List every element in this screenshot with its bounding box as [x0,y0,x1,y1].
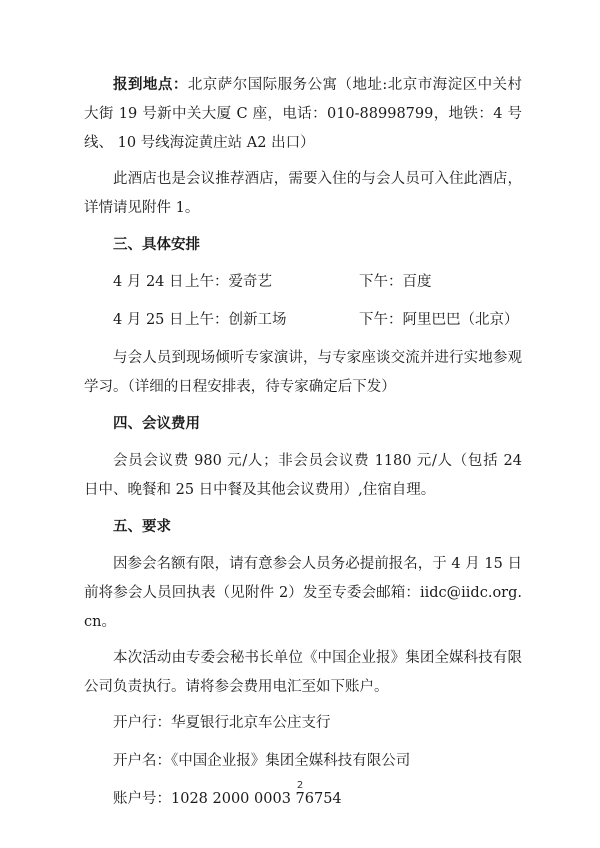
section5-heading: 五、要求 [113,518,171,535]
account-number-line: 账户号：1028 2000 0003 76754 [113,791,342,807]
schedule-date: 4 月 24 日 [113,274,184,290]
page-number: 2 [296,780,304,791]
registration-paragraph: 因参会名额有限，请有意参会人员务必提前报名，于 4 月 15 日前将参会人员回执表（见附件 2）发至专委会邮箱：iidc@iidc.org.cn。 [84,556,522,630]
document-body [84,70,522,823]
schedule-row-1 [84,268,522,297]
venue-text: 北京萨尔国际服务公寓（地址:北京市海淀区中关村大街 19 号新中关大厦 C 座，电话：010-88998799，地铁：4 号线、 10 号线海淀黄庄站 A2 出口） [84,77,523,151]
schedule-row-2 [84,306,522,335]
schedule-afternoon: 下午：百度 [359,274,432,290]
venue-paragraph [84,70,522,158]
section4-heading: 四、会议费用 [113,415,200,432]
schedule-morning: 上午：爱奇艺 [185,274,272,290]
bank-line: 开户行：华夏银行北京车公庄支行 [113,715,331,731]
schedule-note: 与会人员到现场倾听专家演讲，与专家座谈交流并进行实地参观学习。（详细的日程安排表，待专家确定后下发） [84,350,522,395]
fee-paragraph: 会员会议费 980 元/人；非会员会议费 1180 元/人（包括 24 日中、晚餐和 25 日中餐及其他会议费用）,住宿自理。 [84,453,522,498]
account-name-line: 开户名：《中国企业报》集团全媒科技有限公司 [113,753,411,769]
schedule-morning: 上午：创新工场 [185,312,287,328]
schedule-afternoon: 下午：阿里巴巴（北京） [359,312,519,328]
execution-paragraph: 本次活动由专委会秘书长单位《中国企业报》集团全媒科技有限公司负责执行。请将参会费用电汇至如下账户。 [84,650,522,695]
section3-heading: 三、具体安排 [113,236,200,253]
venue-label: 报到地点： [113,76,188,93]
hotel-note: 此酒店也是会议推荐酒店，需要入住的与会人员可入住此酒店，详情请见附件 1。 [84,171,522,216]
schedule-date: 4 月 25 日 [113,312,184,328]
